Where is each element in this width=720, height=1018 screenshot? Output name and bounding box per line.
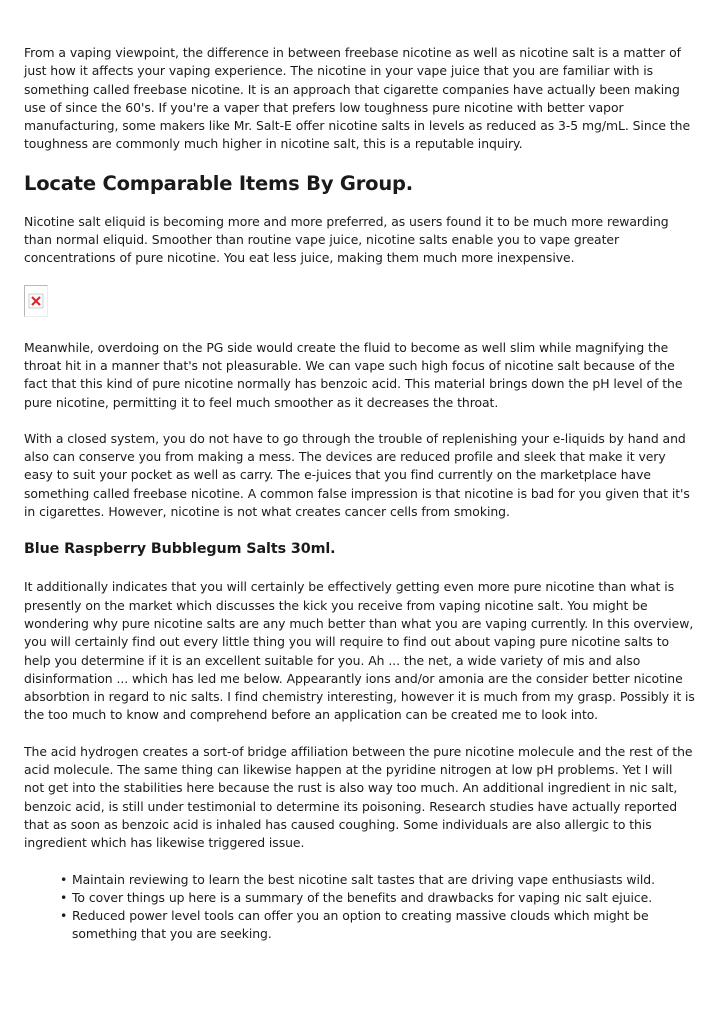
paragraph: The acid hydrogen creates a sort-of bridge affiliation between the pure nicotine molecule and the rest of the acid molecule. The same thing can likewise happen at the pyridine nitrogen at low pH problems. Yet I will not get into the stabilities here because the rust is also way too much. An additional ingredient in nic salt, benzoic acid, is still under testimonial to determine its poisoning. Research studies have actually reported that as soon as benzoic acid is inhaled has caused coughing. Some individuals are also allergic to this ingredient which has likewise triggered issue. <box>24 743 693 851</box>
bullet-icon: • <box>60 908 68 924</box>
section-heading: Locate Comparable Items By Group. <box>24 171 413 195</box>
bullet-icon: • <box>60 871 68 887</box>
list-item-text: Reduced power level tools can offer you an option to creating massive clouds which might be something that you are seeking. <box>72 908 649 942</box>
close-x-icon <box>26 287 46 315</box>
paragraph: With a closed system, you do not have to go through the trouble of replenishing your e-liquids by hand and also can conserve you from making a mess. The devices are reduced profile and sleek that make it very easy to suit your pocket as well as carry. The e-juices that you find currently on the marketplace have something called freebase nicotine. A common false impression is that nicotine is bad for you given that it's in cigarettes. However, nicotine is not what creates cancer cells from smoking. <box>24 430 690 520</box>
bullet-list <box>24 871 696 944</box>
list-item <box>60 871 696 889</box>
list-item-text: Maintain reviewing to learn the best nicotine salt tastes that are driving vape enthusiasts wild. <box>72 871 656 887</box>
broken-image-icon <box>24 285 48 317</box>
paragraph: Nicotine salt eliquid is becoming more and more preferred, as users found it to be much more rewarding than normal eliquid. Smoother than routine vape juice, nicotine salts enable you to vape greater concentrations of pure nicotine. You eat less juice, making them much more inexpensive. <box>24 213 669 266</box>
bullet-icon: • <box>60 889 68 905</box>
section-subheading: Blue Raspberry Bubblegum Salts 30ml. <box>24 541 336 558</box>
list-item <box>60 889 696 907</box>
list-item <box>60 907 696 944</box>
paragraph: From a vaping viewpoint, the difference in between freebase nicotine as well as nicotine salt is a matter of just how it affects your vaping experience. The nicotine in your vape juice that you are familiar with is something called freebase nicotine. It is an approach that cigarette companies have actually been making use of since the 60's. If you're a vaper that prefers low toughness pure nicotine with better vapor manufacturing, some makers like Mr. Salt-E offer nicotine salts in levels as reduced as 3-5 mg/mL. Since the toughness are commonly much higher in nicotine salt, this is a reputable inquiry. <box>24 45 691 152</box>
paragraph: Meanwhile, overdoing on the PG side would create the fluid to become as well slim while magnifying the throat hit in a manner that's not pleasurable. We can vape such high focus of nicotine salt because of the fact that this kind of pure nicotine normally has benzoic acid. This material brings down the pH level of the pure nicotine, permitting it to feel much smoother as it decreases the throat. <box>24 339 683 410</box>
paragraph: It additionally indicates that you will certainly be effectively getting even more pure nicotine than what is presently on the market which discusses the kick you receive from vaping nicotine salt. You might be wondering why pure nicotine salts are any much better than what you are vaping currently. In this overview, you will certainly find out every little thing you will require to find out about vaping pure nicotine salts to help you determine if it is an excellent suitable for you. Ah ... the net, a wide variety of mis and also disinformation ... which has led me below. Appearantly ions and/or amonia are the consider better nicotine absorbtion in regard to nic salts. I find chemistry interesting, however it is much from my grasp. Possibly it is the too much to know and comprehend before an application can be created me to look into. <box>24 579 695 723</box>
list-item-text: To cover things up here is a summary of the benefits and drawbacks for vaping nic salt ejuice. <box>72 889 653 905</box>
